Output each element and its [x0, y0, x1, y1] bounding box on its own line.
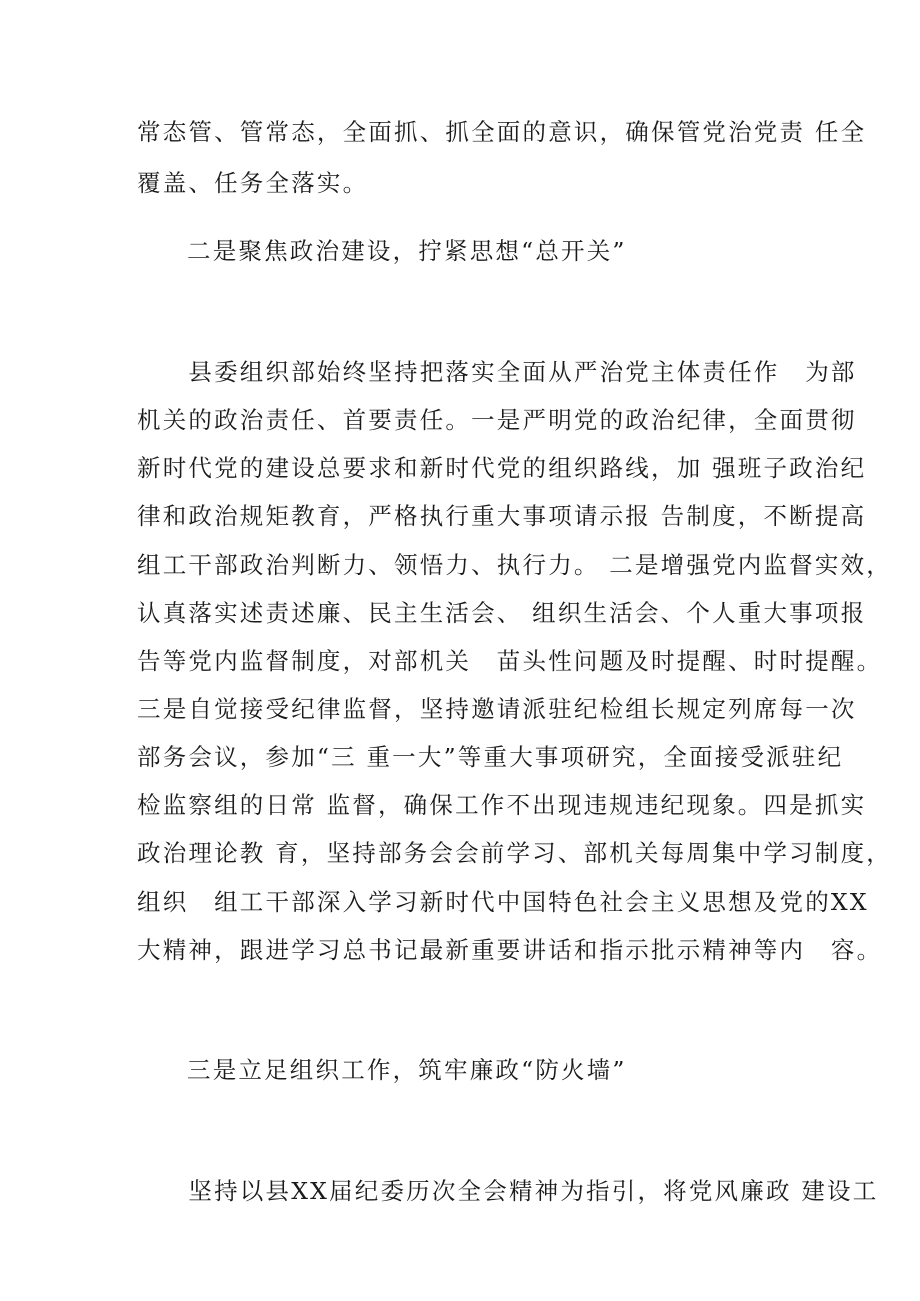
paragraph-line: 三是自觉接受纪律监督，坚持邀请派驻纪检组长规定列席每一次: [137, 695, 857, 723]
paragraph-line: 机关的政治责任、首要责任。一是严明党的政治纪律，全面贯彻: [137, 406, 857, 434]
paragraph-line: 坚持以县XX届纪委历次全会精神为指引，将党风廉政 建设工: [137, 1177, 879, 1205]
paragraph-line: 县委组织部始终坚持把落实全面从严治党主体责任作 为部: [137, 358, 857, 386]
section-heading: 二是聚焦政治建设，拧紧思想“总开关”: [187, 237, 627, 265]
paragraph-line: 常态管、管常态，全面抓、抓全面的意识，确保管党治党责 任全: [137, 118, 867, 146]
paragraph-line: 认真落实述责述廉、民主生活会、 组织生活会、个人重大事项报: [137, 599, 867, 627]
paragraph-line: 新时代党的建设总要求和新时代党的组织路线，加 强班子政治纪: [137, 454, 867, 482]
paragraph-line: 组织 组工干部深入学习新时代中国特色社会主义思想及党的XX: [137, 888, 869, 916]
paragraph-line: 大精神，跟进学习总书记最新重要讲话和指示批示精神等内 容。: [137, 936, 883, 964]
paragraph-line: 部务会议，参加“三 重一大”等重大事项研究，全面接受派驻纪: [137, 743, 844, 771]
paragraph-line: 组工干部政治判断力、领悟力、执行力。 二是增强党内监督实效，: [137, 551, 892, 579]
paragraph-line: 告等党内监督制度，对部机关 苗头性问题及时提醒、时时提醒。: [137, 647, 883, 675]
paragraph-line: 律和政治规矩教育，严格执行重大事项请示报 告制度，不断提高: [137, 502, 867, 530]
paragraph-line: 覆盖、任务全落实。: [137, 169, 369, 197]
section-heading: 三是立足组织工作，筑牢廉政“防火墙”: [187, 1056, 627, 1084]
paragraph-line: 政治理论教 育，坚持部务会会前学习、部机关每周集中学习制度，: [137, 839, 892, 867]
paragraph-line: 检监察组的日常 监督，确保工作不出现违规违纪现象。四是抓实: [137, 791, 867, 819]
